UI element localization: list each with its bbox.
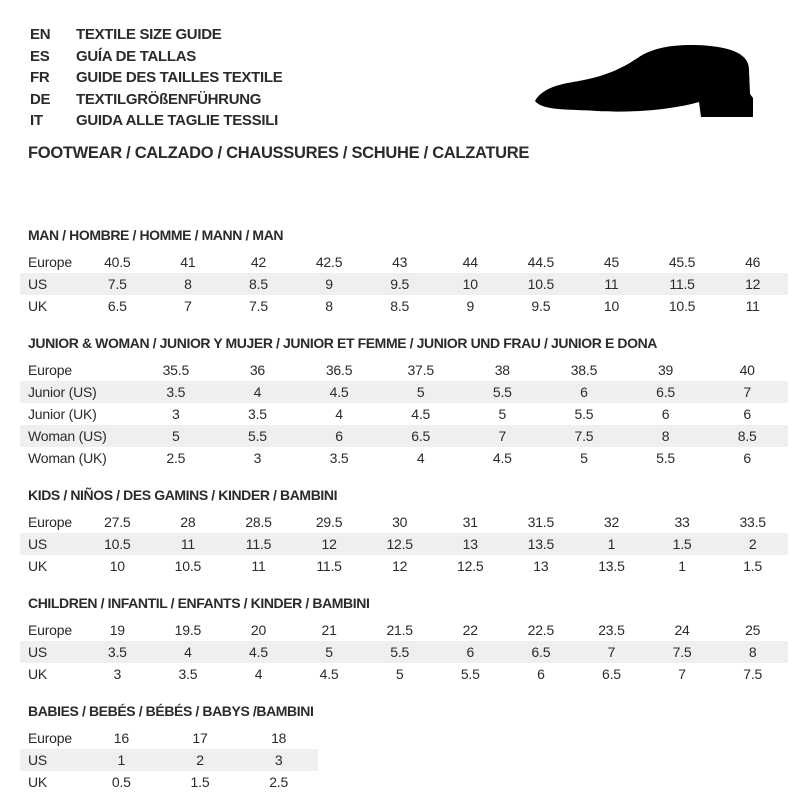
row-label: Woman (UK)	[28, 449, 107, 466]
row-label: UK	[28, 297, 48, 314]
size-cell: 7	[498, 427, 507, 444]
size-cell: 10	[462, 275, 478, 292]
table-row	[20, 619, 788, 641]
size-cell: 7.5	[107, 275, 127, 292]
size-cell: 7	[184, 297, 192, 314]
row-label: US	[28, 275, 48, 292]
size-cell: 19.5	[174, 621, 202, 638]
size-cell: 0.5	[111, 773, 131, 790]
size-cell: 17	[192, 729, 208, 746]
table-row	[20, 425, 788, 447]
size-cell: 1	[678, 557, 686, 574]
size-cell: 5.5	[248, 427, 267, 444]
table-row	[20, 663, 788, 685]
size-cell: 13.5	[598, 557, 625, 574]
size-cell: 44.5	[527, 253, 555, 270]
guide-title-fr: GUIDE DES TAILLES TEXTILE	[76, 69, 283, 86]
size-cell: 38.5	[570, 361, 598, 378]
section-title-children: CHILDREN / INFANTIL / ENFANTS / KINDER / BAMBINI	[28, 594, 370, 611]
row-label: US	[28, 643, 48, 660]
guide-title-es: GUÍA DE TALLAS	[76, 47, 196, 65]
table-row	[20, 533, 788, 555]
size-table-kids	[20, 511, 788, 577]
size-cell: 4.5	[319, 665, 339, 682]
size-cell: 6.5	[531, 643, 551, 660]
size-cell: 45.5	[668, 253, 696, 270]
size-cell: 20	[250, 621, 267, 638]
size-cell: 45	[603, 253, 620, 270]
size-cell: 8	[661, 427, 670, 444]
size-cell: 11	[180, 535, 195, 552]
row-label: Junior (US)	[28, 383, 97, 400]
size-cell: 4	[253, 383, 262, 400]
size-cell: 18	[271, 729, 287, 746]
size-cell: 4.5	[492, 449, 512, 466]
size-cell: 3	[113, 665, 122, 682]
size-cell: 44	[462, 253, 478, 270]
table-row	[20, 273, 788, 295]
row-label: UK	[28, 557, 48, 574]
size-cell: 33	[674, 513, 690, 530]
size-cell: 27.5	[104, 513, 131, 530]
size-cell: 3.5	[166, 383, 186, 400]
section-title-babies: BABIES / BEBÉS / BÉBÉS / BABYS /BAMBINI	[28, 702, 314, 719]
size-cell: 3	[172, 405, 180, 422]
size-cell: 1	[117, 751, 126, 768]
size-cell: 3	[274, 751, 283, 768]
size-cell: 6	[537, 665, 545, 682]
size-cell: 9	[466, 297, 475, 314]
size-cell: 6	[335, 427, 343, 444]
size-cell: 3.5	[178, 665, 198, 682]
size-cell: 21.5	[386, 621, 413, 638]
size-cell: 31.5	[527, 513, 555, 530]
size-cell: 8.5	[249, 275, 268, 292]
size-cell: 35.5	[162, 361, 190, 378]
size-cell: 6	[466, 643, 475, 660]
size-cell: 1.5	[743, 557, 763, 574]
size-cell: 7	[743, 383, 751, 400]
size-section-kids	[20, 487, 800, 577]
size-cell: 7	[607, 643, 616, 660]
size-cell: 10	[109, 557, 125, 574]
size-cell: 5	[172, 427, 180, 444]
guide-title-de: TEXTILGRÖßENFÜHRUNG	[76, 90, 262, 108]
row-label: Woman (US)	[28, 427, 107, 444]
size-cell: 12	[321, 535, 337, 552]
size-table-babies	[20, 727, 318, 793]
size-cell: 9.5	[390, 275, 410, 292]
size-cell: 32	[603, 513, 620, 530]
table-row	[20, 447, 788, 469]
size-cell: 11	[251, 557, 266, 574]
size-cell: 11.5	[316, 557, 342, 574]
size-cell: 7.5	[249, 297, 268, 314]
size-cell: 6.5	[411, 427, 431, 444]
size-cell: 5	[325, 643, 333, 660]
size-cell: 16	[113, 729, 129, 746]
size-cell: 28.5	[245, 513, 272, 530]
size-cell: 1	[607, 535, 616, 552]
size-cell: 13	[533, 557, 549, 574]
size-section-man	[20, 227, 800, 317]
table-row	[20, 727, 318, 749]
size-cell: 42.5	[315, 253, 343, 270]
size-cell: 41	[180, 253, 196, 270]
size-cell: 10.5	[527, 275, 555, 292]
row-label: UK	[28, 665, 48, 682]
language-code: ES	[30, 47, 50, 65]
row-label: UK	[28, 773, 48, 790]
size-cell: 12.5	[386, 535, 413, 552]
row-label: Europe	[28, 361, 72, 378]
size-cell: 4.5	[411, 405, 431, 422]
size-cell: 25	[745, 621, 761, 638]
size-cell: 12	[392, 557, 408, 574]
size-cell: 11.5	[669, 275, 695, 292]
size-table-junior-woman	[20, 359, 788, 469]
size-cell: 21	[321, 621, 337, 638]
language-code: IT	[30, 112, 43, 129]
section-title-kids: KIDS / NIÑOS / DES GAMINS / KINDER / BAMBINI	[28, 486, 338, 503]
size-cell: 5	[498, 405, 507, 422]
size-cell: 23.5	[598, 621, 625, 638]
table-row	[20, 771, 318, 793]
size-cell: 37.5	[407, 361, 434, 378]
size-cell: 7	[678, 665, 686, 682]
size-cell: 8	[184, 275, 192, 292]
size-cell: 2	[196, 751, 204, 768]
size-cell: 42	[250, 253, 267, 270]
dress-shoe-icon	[531, 44, 768, 130]
size-cell: 11.5	[245, 535, 272, 552]
size-table-children	[20, 619, 788, 685]
size-cell: 4	[184, 643, 192, 660]
size-cell: 36.5	[325, 361, 353, 378]
size-cell: 36	[249, 361, 266, 378]
table-row	[20, 641, 788, 663]
size-cell: 3.5	[329, 449, 349, 466]
size-cell: 7.5	[672, 643, 692, 660]
size-cell: 6	[743, 449, 751, 466]
size-cell: 1.5	[190, 773, 210, 790]
size-cell: 6.5	[602, 665, 621, 682]
guide-title-en: TEXTILE SIZE GUIDE	[76, 26, 222, 43]
table-row	[20, 295, 788, 317]
size-cell: 29.5	[315, 513, 343, 530]
size-table-man	[20, 251, 788, 317]
size-cell: 3.5	[107, 643, 127, 660]
size-cell: 4	[335, 405, 343, 422]
row-label: Europe	[28, 621, 72, 638]
size-cell: 19	[109, 621, 125, 638]
language-code: DE	[30, 90, 51, 108]
size-cell: 4	[254, 665, 263, 682]
size-cell: 11	[745, 297, 760, 314]
size-cell: 6	[661, 405, 670, 422]
size-cell: 8	[325, 297, 333, 314]
size-cell: 8.5	[390, 297, 410, 314]
size-cell: 12	[745, 275, 761, 292]
size-cell: 22.5	[527, 621, 555, 638]
row-label: Junior (UK)	[28, 405, 97, 422]
size-cell: 6.5	[107, 297, 127, 314]
size-cell: 10.5	[104, 535, 131, 552]
language-code: FR	[30, 69, 50, 86]
row-label: US	[28, 751, 48, 768]
size-cell: 4.5	[249, 643, 268, 660]
section-title-junior-woman: JUNIOR & WOMAN / JUNIOR Y MUJER / JUNIOR ET FEMME / JUNIOR UND FRAU / JUNIOR E DONA	[28, 334, 658, 351]
size-cell: 40	[739, 361, 755, 378]
size-cell: 6	[580, 383, 588, 400]
size-cell: 30	[392, 513, 408, 530]
table-row	[20, 403, 788, 425]
size-cell: 13.5	[527, 535, 555, 552]
row-label: US	[28, 535, 48, 552]
size-cell: 10	[603, 297, 620, 314]
size-cell: 40.5	[104, 253, 131, 270]
size-cell: 5	[395, 665, 404, 682]
size-cell: 2	[748, 535, 757, 552]
size-cell: 3.5	[248, 405, 267, 422]
row-label: Europe	[28, 253, 72, 270]
size-cell: 6	[743, 405, 751, 422]
size-section-children	[20, 595, 800, 685]
size-cell: 4.5	[329, 383, 349, 400]
size-cell: 10.5	[174, 557, 202, 574]
size-cell: 2.5	[166, 449, 186, 466]
size-section-babies	[20, 703, 800, 793]
category-heading: FOOTWEAR / CALZADO / CHAUSSURES / SCHUHE / CALZATURE	[28, 143, 530, 162]
size-cell: 12.5	[457, 557, 484, 574]
size-cell: 9.5	[531, 297, 551, 314]
table-row	[20, 359, 788, 381]
size-cell: 33.5	[739, 513, 766, 530]
size-cell: 22	[462, 621, 478, 638]
size-tables-container	[20, 227, 800, 793]
size-cell: 7.5	[743, 665, 763, 682]
row-label: Europe	[28, 513, 72, 530]
size-cell: 46	[745, 253, 761, 270]
size-cell: 31	[462, 513, 478, 530]
table-row	[20, 381, 788, 403]
size-cell: 5	[416, 383, 425, 400]
size-section-junior-woman	[20, 335, 800, 469]
size-cell: 43	[392, 253, 408, 270]
size-cell: 13	[462, 535, 478, 552]
size-cell: 6.5	[656, 383, 675, 400]
size-cell: 3	[253, 449, 262, 466]
size-cell: 5.5	[656, 449, 675, 466]
size-cell: 4	[416, 449, 425, 466]
size-cell: 5.5	[460, 665, 480, 682]
section-title-man: MAN / HOMBRE / HOMME / MANN / MAN	[28, 226, 284, 243]
size-cell: 11	[604, 275, 619, 292]
size-cell: 38	[494, 361, 510, 378]
size-cell: 39	[657, 361, 674, 378]
size-cell: 24	[674, 621, 690, 638]
size-cell: 7.5	[574, 427, 594, 444]
size-cell: 2.5	[269, 773, 289, 790]
table-row	[20, 555, 788, 577]
guide-title-it: GUIDA ALLE TAGLIE TESSILI	[76, 112, 278, 129]
table-row	[20, 749, 318, 771]
size-cell: 5.5	[390, 643, 410, 660]
row-label: Europe	[28, 729, 72, 746]
size-cell: 9	[325, 275, 333, 292]
size-cell: 5.5	[492, 383, 512, 400]
size-cell: 8.5	[737, 427, 757, 444]
language-row-en	[30, 24, 800, 46]
size-cell: 5	[580, 449, 588, 466]
language-code: EN	[30, 26, 51, 43]
table-row	[20, 511, 788, 533]
table-row	[20, 251, 788, 273]
size-cell: 1.5	[672, 535, 692, 552]
size-cell: 10.5	[668, 297, 696, 314]
size-cell: 8	[748, 643, 757, 660]
size-cell: 28	[180, 513, 196, 530]
size-cell: 5.5	[574, 405, 594, 422]
